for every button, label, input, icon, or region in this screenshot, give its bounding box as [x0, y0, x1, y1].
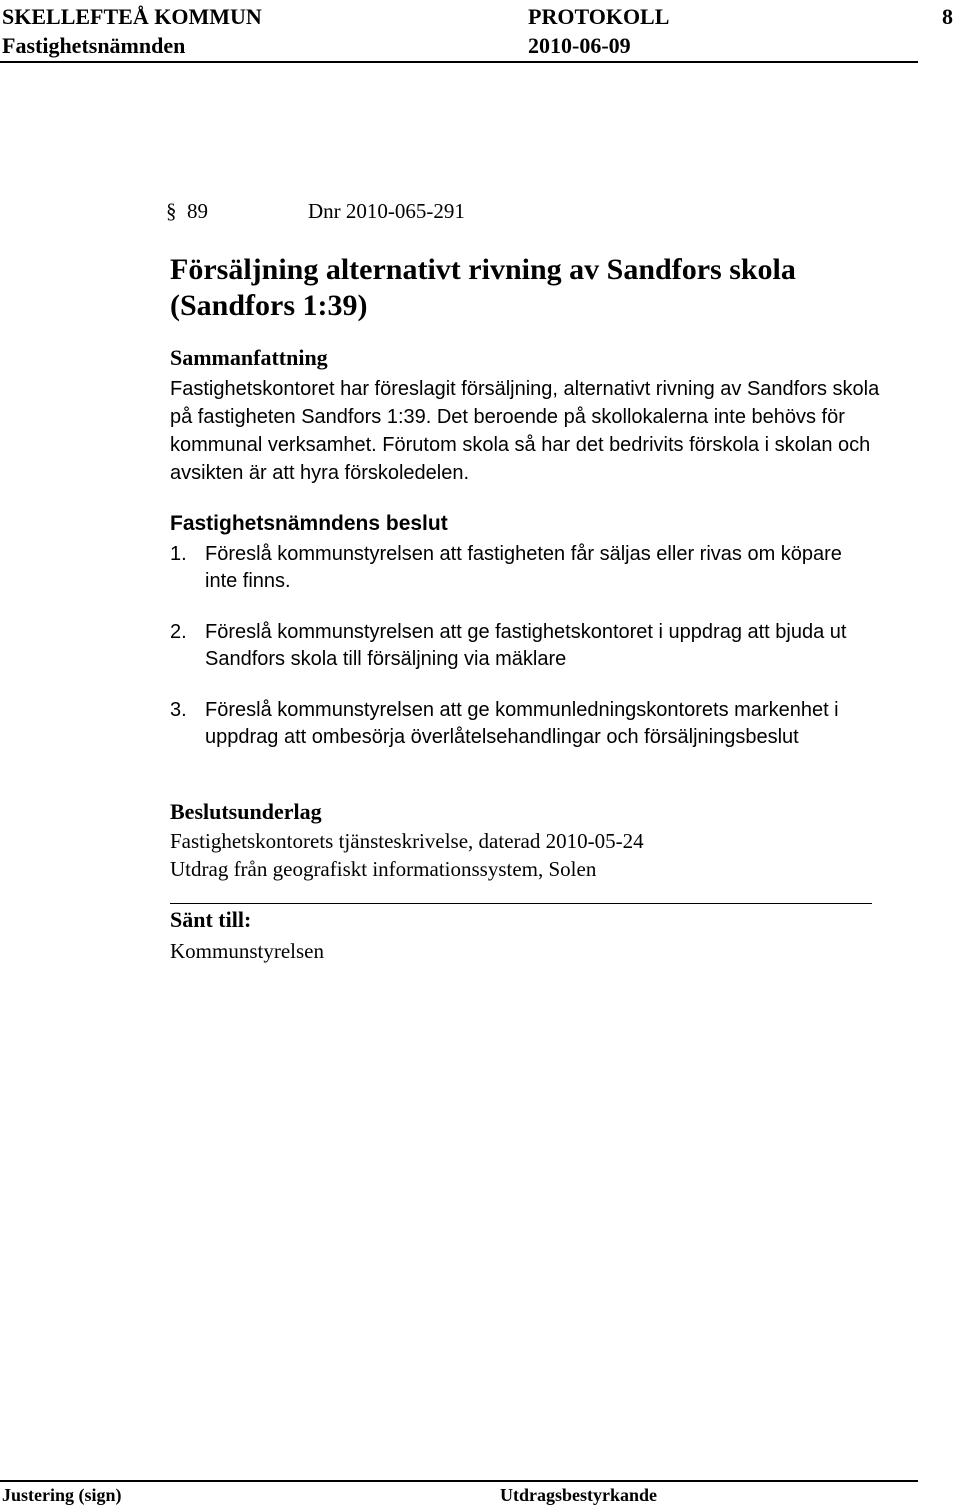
meeting-date: 2010-06-09 [528, 33, 631, 58]
signature-rule [170, 903, 872, 904]
summary-heading: Sammanfattning [170, 345, 328, 370]
summary-line: kommunal verksamhet. Förutom skola så har det bedrivits förskola i skolan och [170, 434, 871, 456]
committee-name: Fastighetsnämnden [2, 33, 186, 58]
decision-item-text: uppdrag att ombesörja överlåtelsehandlingar och försäljningsbeslut [205, 726, 799, 748]
basis-line: Fastighetskontorets tjänsteskrivelse, daterad 2010-05-24 [170, 829, 644, 853]
section-symbol: § [166, 199, 177, 223]
decision-item-number: 1. [170, 543, 187, 565]
page-number: 8 [942, 4, 953, 29]
basis-line: Utdrag från geografiskt informationssystem, Solen [170, 857, 597, 881]
summary-line: avsikten är att hyra förskoledelen. [170, 462, 470, 484]
footer-justering: Justering (sign) [2, 1485, 122, 1505]
decision-heading: Fastighetsnämndens beslut [170, 512, 448, 535]
decision-item-number: 2. [170, 621, 187, 643]
decision-item-text: Föreslå kommunstyrelsen att ge kommunledningskontorets markenhet i [205, 699, 839, 721]
decision-item-number: 3. [170, 699, 187, 721]
sent-to-recipient: Kommunstyrelsen [170, 939, 324, 963]
section-number: 89 [187, 199, 208, 223]
footer-utdragsbestyrkande: Utdragsbestyrkande [500, 1485, 658, 1505]
sent-to-heading: Sänt till: [170, 907, 252, 932]
footer-rule [0, 1480, 918, 1482]
basis-heading: Beslutsunderlag [170, 799, 322, 824]
diary-number: Dnr 2010-065-291 [308, 199, 465, 223]
decision-item-text: inte finns. [205, 570, 291, 592]
decision-item-text: Sandfors skola till försäljning via mäklare [205, 648, 567, 670]
case-title-line-1: Försäljning alternativt rivning av Sandfors skola [170, 253, 796, 286]
summary-line: Fastighetskontoret har föreslagit försäljning, alternativt rivning av Sandfors skola [170, 378, 880, 400]
document-type: PROTOKOLL [528, 4, 670, 29]
case-title-line-2: (Sandfors 1:39) [170, 289, 368, 322]
decision-item-text: Föreslå kommunstyrelsen att fastigheten får säljas eller rivas om köpare [205, 543, 842, 565]
org-name: SKELLEFTEÅ KOMMUN [2, 4, 262, 29]
decision-item-text: Föreslå kommunstyrelsen att ge fastighetskontoret i uppdrag att bjuda ut [205, 621, 847, 643]
header-rule [0, 61, 918, 63]
summary-line: på fastigheten Sandfors 1:39. Det beroende på skollokalerna inte behövs för [170, 406, 845, 428]
